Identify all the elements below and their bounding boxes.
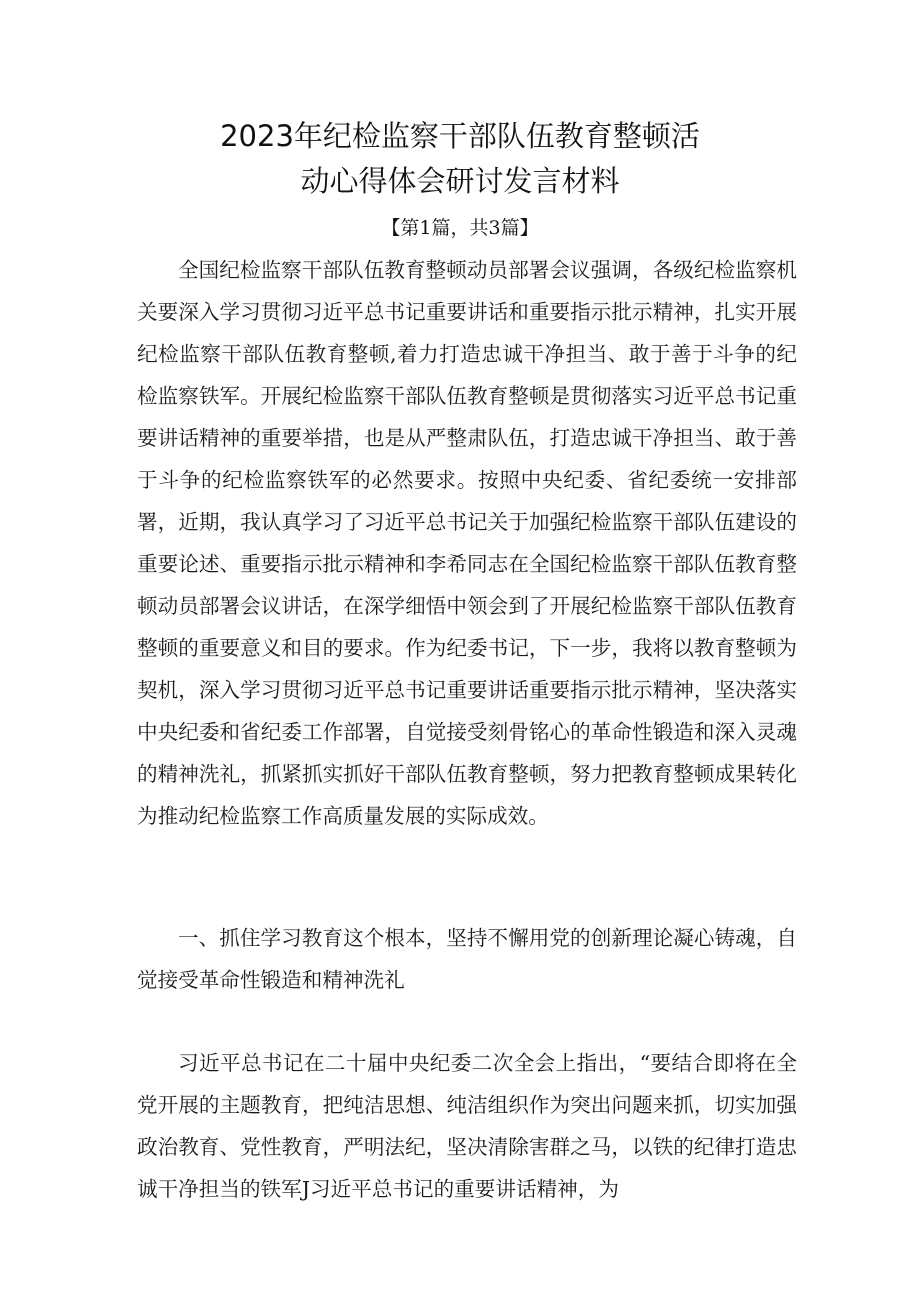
body-paragraph-section-1: 习近平总书记在二十届中央纪委二次全会上指出，“要结合即将在全党开展的主题教育，把纯洁思想、纯洁组织作为突出问题来抓，切实加强政治教育、党性教育，严明法纪，坚决清除害群之马，以铁的纪律打造忠诚干净担当的铁军J习近平总书记的重要讲话精神，为	[137, 1051, 797, 1201]
document-part-indicator: 【第1篇，共3篇】	[381, 217, 539, 239]
document-title-line-2: 动心得体会研讨发言材料	[300, 164, 620, 198]
section-heading-1: 一、抓住学习教育这个根本，坚持不懈用党的创新理论凝心铸魂，自觉接受革命性锻造和精神洗礼	[137, 926, 797, 992]
body-paragraph-intro: 全国纪检监察干部队伍教育整顿动员部署会议强调，各级纪检监察机关要深入学习贯彻习近平总书记重要讲话和重要指示批示精神，扎实开展纪检监察干部队伍教育整顿,着力打造忠诚干净担当、敢于善于斗争的纪检监察铁军。开展纪检监察干部队伍教育整顿是贯彻落实习近平总书记重要讲话精神的重要举措，也是从严整肃队伍，打造忠诚干净担当、敢于善于斗争的纪检监察铁军的必然要求。按照中央纪委、省纪委统一安排部署，近期，我认真学习了习近平总书记关于加强纪检监察干部队伍建设的重要论述、重要指示批示精神和李希同志在全国纪检监察干部队伍教育整顿动员部署会议讲话，在深学细悟中领会到了开展纪检监察干部队伍教育整顿的重要意义和目的要求。作为纪委书记，下一步，我将以教育整顿为契机，深入学习贯彻习近平总书记重要讲话重要指示批示精神，坚决落实中央纪委和省纪委工作部署，自觉接受刻骨铭心的革命性锻造和深入灵魂的精神洗礼，抓紧抓实抓好干部队伍教育整顿，努力把教育整顿成果转化为推动纪检监察工作高质量发展的实际成效。	[137, 258, 797, 828]
document-title-line-1: 2023年纪检监察干部队伍教育整顿活	[220, 119, 700, 153]
